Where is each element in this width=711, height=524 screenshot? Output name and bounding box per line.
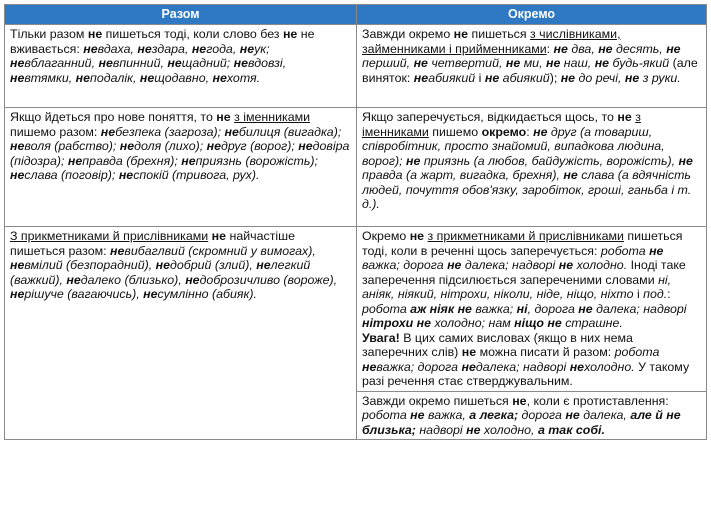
rule-text: довіра (підозра); [10,139,350,168]
rule-text: ми, [520,56,546,70]
rule-text: щодавно, [154,70,213,85]
rule-text: вблаганний, [24,56,99,70]
particle-emphasis: не [406,153,421,168]
spelling-rules-table [4,4,707,440]
rule-paragraph [362,229,701,331]
rule-text: робота [614,345,660,359]
rule-text: : [546,41,554,56]
particle-emphasis: не [206,139,222,153]
rule-text: В цих самих висловах (якщо в них нема заперечних слів) [362,330,633,359]
particle-emphasis: не [447,258,462,272]
rule-row-nouns [5,108,707,227]
rule-text: Тільки разом [10,27,88,41]
particle-emphasis: не [453,27,469,41]
topic-underline: з числівниками, займенниками і прийменниками [362,27,621,56]
particle-emphasis: не [565,408,580,422]
rule-text: холодно. [573,258,628,272]
rule-text: воля (рабство); [24,139,120,153]
particle-emphasis: не [594,56,610,70]
particle-emphasis: не [466,422,481,437]
rule-text: дорога [518,408,566,422]
rule-row-non-used-words [5,25,707,108]
particle-emphasis: не [598,41,613,56]
rule-text: легкий (важкий), [10,258,311,287]
cell-separately [357,108,707,227]
rule-text: друг (ворог); [221,139,299,153]
rule-text: слава (а вдячність людей, почуття обов'язку, заробіток, гроші, ганьба і т. д.). [362,168,692,211]
rule-text: пишеться тоді, коли в реченні щось заперечується: [362,229,683,258]
particle-emphasis: не [569,359,585,374]
particle-emphasis: не [484,70,500,85]
rule-text: (але виняток: [362,56,698,85]
rule-text: Окремо [362,229,410,243]
rule-text: , дорога [527,301,579,316]
particle-emphasis: не [239,41,255,56]
particle-emphasis: не [233,56,249,70]
rule-text: до речі, [575,70,625,85]
rule-paragraph [362,394,701,438]
particle-emphasis: не [461,359,476,374]
rule-text: надворі [415,422,467,437]
particle-emphasis: не [553,41,568,56]
rule-text: холодно; нам [431,316,515,330]
rule-text: сумлінно (абияк). [157,287,257,301]
rule-text: далеко (близько), [80,272,186,287]
particle-emphasis: аж ніяк не [410,301,472,316]
rule-text: страшне. [561,316,623,330]
particle-emphasis: а легка; [469,408,519,422]
rule-text: далека; надворі [592,301,687,316]
rule-text: : [526,124,534,139]
particle-emphasis: не [624,70,640,85]
rule-text: Завжди окремо пишеться [362,393,513,408]
rule-text: добрий (злий), [170,258,257,272]
particle-emphasis: не [98,56,113,70]
rule-text: вибаглвий (скромний у вимогах), [124,243,316,258]
rule-text: ук; [254,41,270,56]
particle-emphasis: не [75,70,91,85]
particle-emphasis: не [298,139,313,153]
rule-text: пишеться [468,27,531,41]
particle-emphasis: не [533,124,548,139]
rule-text: Якщо заперечується, відкидається щось, то [362,110,618,124]
particle-emphasis: не [649,243,664,258]
topic-underline: з іменниками [234,110,311,124]
particle-emphasis: Увага! [362,330,400,345]
particle-emphasis: не [212,70,227,85]
cell-together [5,108,357,227]
particle-emphasis: не [362,359,377,374]
particle-emphasis: не [191,41,207,56]
cell-separately [357,227,707,392]
particle-emphasis: не [137,41,152,56]
rule-text: безпека (загроза); [115,124,225,139]
particle-emphasis: не [67,153,83,168]
particle-emphasis: не [410,408,425,422]
rule-text: Завжди окремо [362,27,454,41]
particle-emphasis: ні [516,301,528,316]
rule-text: : [667,287,671,301]
particle-emphasis: не [10,168,25,182]
particle-emphasis: не [66,272,81,287]
rule-text: важка, [424,408,470,422]
particle-emphasis: а так собі. [537,422,605,437]
rule-text: вдовзі, [248,56,287,70]
particle-emphasis: не [461,345,477,359]
rule-text: холодно. [584,359,635,374]
rule-text: важка; дорога [362,258,448,272]
rule-text: вмілий (безпорадний), [24,258,156,272]
particle-emphasis: не [167,56,182,70]
rule-text: года, [206,41,240,56]
rule-text: пишемо [428,124,482,139]
rule-text: , коли є протиставлення: [526,393,669,408]
rule-text: важка; [471,301,517,316]
rule-text: далека; надворі [461,258,559,272]
cell-separately [357,391,707,440]
particle-emphasis: не [10,70,25,85]
particle-emphasis: не [181,153,196,168]
rule-text: приязнь (ворожість); [195,153,318,168]
header-separately: Окремо [357,5,707,25]
header-row [5,5,707,25]
rule-text: правда (брехня); [82,153,182,168]
particle-emphasis: але й не близька; [362,408,681,437]
rule-text: і [475,70,485,85]
particle-emphasis: не [110,243,125,258]
particle-emphasis: не [139,70,155,85]
rule-text: ); [549,70,561,85]
rule-text: перший, [362,56,414,70]
particle-emphasis: не [282,27,298,41]
rule-text: слава (поговір); [24,168,119,182]
rule-text: приязнь (а любов, байдужість, ворожість), [420,153,679,168]
rule-text: абиякий [499,70,550,85]
rule-text: далека; надворі [475,359,570,374]
particle-emphasis: не [512,393,527,408]
rule-text: спокій (тривога, рух). [133,168,260,182]
cell-together [5,25,357,108]
rule-text: здара, [151,41,192,56]
rule-text: щадний; [181,56,234,70]
rule-text: десять, [612,41,667,56]
rule-text: абиякий [428,70,476,85]
particle-emphasis: не [224,124,239,139]
particle-emphasis: не [100,124,116,139]
rule-text: друг (а товариш, співробітник, просто знайомий, випадкова людина, ворог); [362,124,665,168]
particle-emphasis: не [558,258,574,272]
header-together: Разом [5,5,357,25]
rule-text: холодно, [480,422,538,437]
particle-emphasis: не [185,272,200,287]
particle-emphasis: не [10,287,25,301]
particle-emphasis: не [10,139,25,153]
rule-text: У такому разі речення стає стверджувальним. [362,359,690,388]
particle-emphasis: ніщо не [514,316,562,330]
rule-text: далека, [579,408,631,422]
rule-text: впинний, [112,56,168,70]
rule-text: два, [567,41,599,56]
rule-text: важка; дорога [376,359,462,374]
topic-underline: з іменниками [362,110,641,139]
particle-emphasis: не [409,229,425,243]
particle-emphasis: не [505,56,521,70]
rule-text: вдаха, [97,41,138,56]
rule-paragraph [362,27,701,85]
rule-text: рішуче (вагаючись), [24,287,144,301]
particle-emphasis: не [678,153,693,168]
rule-text: втямки, [24,70,76,85]
rule-text: пишеться тоді, коли слово без [102,27,283,41]
particle-emphasis: не [413,56,428,70]
rule-text: Іноді таке заперечення підсилюється запереченими словами [362,258,686,287]
rule-text: можна писати й разом: [476,345,615,359]
rule-text: не вживається: [10,27,315,56]
rule-text: ні, аніяк, ніякий, нітрохи, ніколи, ніде, ніщо, ніхто [362,272,672,301]
rule-paragraph [362,110,701,212]
rule-text: билиця (вигадка); [238,124,342,139]
rule-paragraph [362,331,701,389]
rule-text: доброзичливо (вороже), [199,272,338,287]
topic-underline: З прикметниками й прислівниками [10,229,209,243]
particle-emphasis: не [563,168,578,182]
rule-text: робота [600,243,650,258]
rule-text: наш, [560,56,595,70]
rule-row-adjectives [5,227,707,392]
rule-text: робота [362,408,411,422]
topic-underline: з прикметниками й прислівниками [427,229,624,243]
particle-emphasis: не [560,70,576,85]
rule-text: под. [643,287,668,301]
particle-emphasis: не [617,110,632,124]
rule-text: найчастіше пишеться разом: [10,229,295,258]
rule-text: подалік, [90,70,140,85]
cell-together [5,227,357,440]
particle-emphasis: не [578,301,593,316]
particle-emphasis: не [216,110,231,124]
particle-emphasis: не [118,168,134,182]
particle-emphasis: не [211,229,227,243]
particle-emphasis: не [545,56,561,70]
rule-text: четвертий, [427,56,506,70]
particle-emphasis: не [155,258,170,272]
particle-emphasis: не [119,139,135,153]
rule-text: і [633,287,644,301]
rule-text: доля (лихо); [134,139,207,153]
particle-emphasis: не [83,41,98,56]
rule-text: пишемо разом: [10,124,101,139]
particle-emphasis: не [666,41,681,56]
rule-text: правда (а жарт, вигадка, брехня), [362,168,564,182]
particle-emphasis: не [256,258,271,272]
particle-emphasis: не [413,70,429,85]
particle-emphasis: не [10,56,25,70]
particle-emphasis: нітрохи не [362,316,432,330]
cell-separately [357,25,707,108]
rule-text: хотя. [226,70,261,85]
rule-text: Якщо йдеться про нове поняття, то [10,110,217,124]
particle-emphasis: не [87,27,103,41]
rule-text: будь-який [609,56,673,70]
particle-emphasis: не [10,258,25,272]
particle-emphasis: окремо [481,124,527,139]
particle-emphasis: не [143,287,158,301]
rule-text: робота [362,301,411,316]
rule-text: з руки. [639,70,681,85]
